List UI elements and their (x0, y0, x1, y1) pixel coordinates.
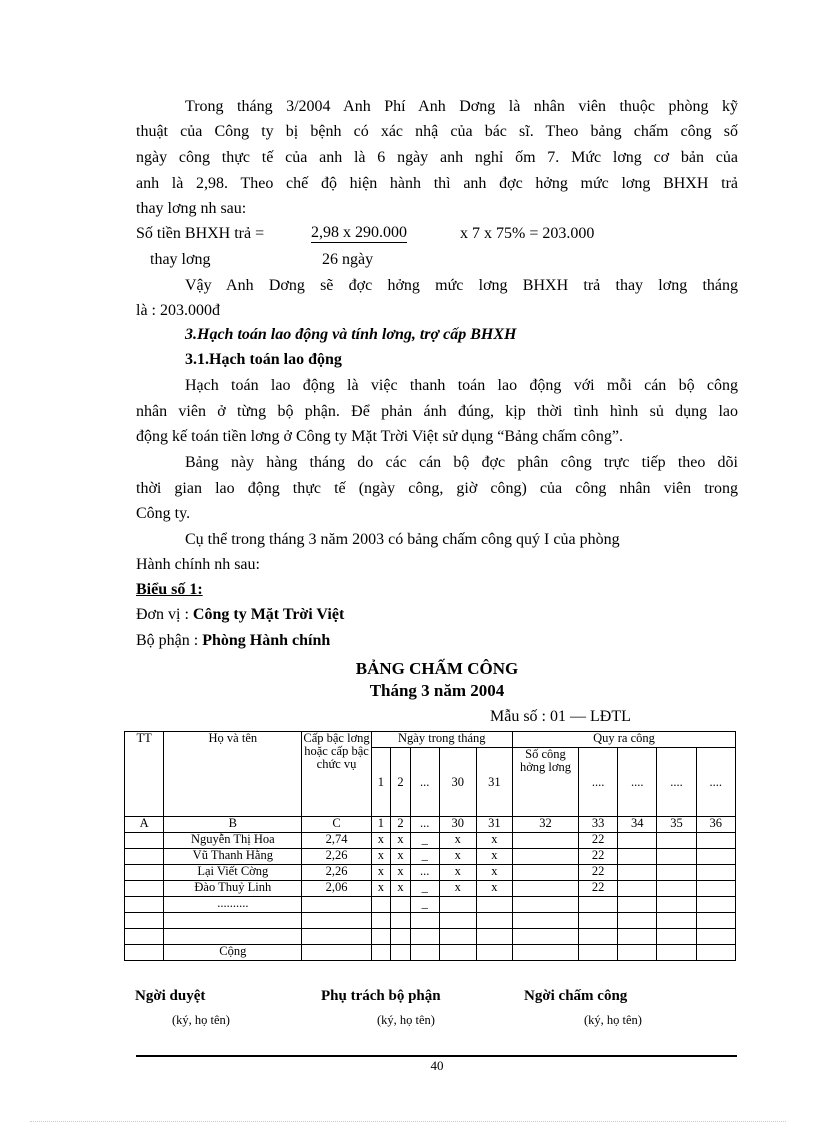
unit-line (136, 605, 344, 625)
signature-dept-head-note: (ký, họ tên) (377, 1013, 435, 1027)
para-line: thời gian lao động thực tế (ngày công, giờ công) của công nhân viên trong (136, 480, 738, 497)
employee-grade: 2,26 (302, 865, 371, 881)
code-cell: A (125, 817, 164, 833)
para-line: thay lơng nh sau: (136, 200, 247, 217)
day-mark: x (371, 833, 391, 849)
day-mark: x (391, 865, 411, 881)
code-cell: C (302, 817, 371, 833)
formula-denominator: 26 ngày (322, 251, 374, 268)
ellipsis-cell: .......... (164, 897, 302, 913)
day-mark: x (439, 849, 476, 865)
code-cell: 34 (618, 817, 657, 833)
header-grade: Cấp bậc lơng hoặc cấp bậc chức vụ (302, 732, 371, 817)
header-day-2: 2 (391, 748, 411, 817)
exhibit-label: Biểu số 1: (136, 581, 203, 598)
employee-grade: 2,74 (302, 833, 371, 849)
day-mark: x (476, 833, 512, 849)
para-line: ngày công thực tế của anh là 6 ngày anh nghỉ ốm 7. Mức lơng cơ bản của (136, 149, 738, 166)
para-line: nhân viên ở từng bộ phận. Để phản ánh đúng, kịp thời tình hình sủ dụng lao (136, 403, 738, 420)
para-line: Hạch toán lao động là việc thanh toán lao động với mỗi cán bộ công (185, 377, 738, 394)
table-row (125, 913, 736, 929)
formula-label: Số tiền BHXH trả = (136, 225, 265, 242)
code-cell: 1 (371, 817, 391, 833)
signature-approver: Ngời duyệt (135, 988, 206, 1004)
code-cell: 35 (657, 817, 696, 833)
para-line: là : 203.000đ (136, 302, 220, 319)
header-day-dots: ... (410, 748, 439, 817)
signature-approver-note: (ký, họ tên) (172, 1013, 230, 1027)
para-line: Cụ thể trong tháng 3 năm 2003 có bảng chấm công quý I của phòng (185, 531, 620, 548)
employee-grade: 2,26 (302, 849, 371, 865)
day-mark: x (391, 881, 411, 897)
table-row (125, 849, 736, 865)
header-day-31: 31 (476, 748, 512, 817)
signature-timekeeper: Ngời chấm công (524, 988, 628, 1004)
unit-label: Đơn vị : (136, 606, 193, 623)
day-mark: x (476, 849, 512, 865)
formula-numerator: 2,98 x 290.000 (311, 224, 407, 241)
code-row (125, 817, 736, 833)
para-line: Bảng này hàng tháng do các cán bộ đợc phân công trực tiếp theo dõi (185, 454, 738, 471)
code-cell: 30 (439, 817, 476, 833)
footer-rule (136, 1055, 737, 1057)
header-day-1: 1 (371, 748, 391, 817)
table-title: BẢNG CHẤM CÔNG (355, 659, 519, 678)
formula-result: x 7 x 75% = 203.000 (460, 225, 595, 242)
day-mark: x (371, 865, 391, 881)
table-row (125, 833, 736, 849)
total-label: Cộng (164, 945, 302, 961)
department-value: Phòng Hành chính (202, 632, 331, 649)
attendance-table (124, 731, 736, 961)
code-cell: 2 (391, 817, 411, 833)
header-name: Họ và tên (164, 732, 302, 817)
header-convert: Quy ra công (512, 732, 735, 748)
workday-count: 22 (579, 881, 618, 897)
day-mark: _ (410, 849, 439, 865)
code-cell: B (164, 817, 302, 833)
code-cell: 33 (579, 817, 618, 833)
department-line (136, 631, 330, 651)
formula-sub-label: thay lơng (150, 251, 211, 268)
page-edge (30, 1121, 786, 1122)
code-cell: 36 (696, 817, 735, 833)
header-col-dots: .... (657, 748, 696, 817)
day-mark: x (371, 881, 391, 897)
day-mark: _ (410, 897, 439, 913)
header-day-30: 30 (439, 748, 476, 817)
workday-count: 22 (579, 865, 618, 881)
department-label: Bộ phận : (136, 632, 203, 649)
employee-name: Vũ Thanh Hằng (164, 849, 302, 865)
day-mark: _ (410, 881, 439, 897)
header-tt: TT (125, 732, 164, 817)
para-line: Trong tháng 3/2004 Anh Phí Anh Dơng là nhân viên thuộc phòng kỹ (185, 98, 738, 115)
day-mark: _ (410, 833, 439, 849)
employee-name: Đào Thuỷ Linh (164, 881, 302, 897)
day-mark: x (476, 865, 512, 881)
form-number: Mẫu số : 01 — LĐTL (490, 708, 631, 725)
para-line: động kế toán tiền lơng ở Công ty Mặt Trời Việt sử dụng “Bảng chấm công”. (136, 428, 623, 445)
table-row (125, 897, 736, 913)
day-mark: x (439, 881, 476, 897)
table-subtitle: Tháng 3 năm 2004 (369, 681, 505, 700)
code-cell: 31 (476, 817, 512, 833)
day-mark: x (439, 833, 476, 849)
signature-dept-head: Phụ trách bộ phận (321, 988, 441, 1004)
header-paid-days: Số công hởng lơng (512, 748, 578, 817)
workday-count: 22 (579, 833, 618, 849)
table-row (125, 865, 736, 881)
header-days: Ngày trong tháng (371, 732, 512, 748)
code-cell: ... (410, 817, 439, 833)
code-cell: 32 (512, 817, 578, 833)
header-col-dots: .... (618, 748, 657, 817)
table-row (125, 929, 736, 945)
day-mark: x (476, 881, 512, 897)
subsection-heading: 3.1.Hạch toán lao động (185, 351, 342, 368)
employee-name: Nguyễn Thị Hoa (164, 833, 302, 849)
employee-grade: 2,06 (302, 881, 371, 897)
day-mark: x (391, 849, 411, 865)
day-mark: x (391, 833, 411, 849)
section-heading: 3.Hạch toán lao động và tính lơng, trợ cấp BHXH (185, 326, 517, 343)
day-mark: x (371, 849, 391, 865)
para-line: Vậy Anh Dơng sẽ đợc hởng mức lơng BHXH trả thay lơng tháng (185, 277, 738, 294)
header-col-dots: .... (696, 748, 735, 817)
page-number: 40 (430, 1058, 444, 1073)
employee-name: Lại Viết Cờng (164, 865, 302, 881)
unit-value: Công ty Mặt Trời Việt (192, 606, 345, 623)
day-mark: x (439, 865, 476, 881)
workday-count: 22 (579, 849, 618, 865)
day-mark: ... (410, 865, 439, 881)
para-line: Công ty. (136, 505, 191, 522)
header-col-dots: .... (579, 748, 618, 817)
total-row (125, 945, 736, 961)
signature-timekeeper-note: (ký, họ tên) (584, 1013, 642, 1027)
para-line: thuật của Công ty bị bệnh có xác nhậ của bác sĩ. Theo bảng chấm công số (136, 123, 738, 140)
table-row (125, 881, 736, 897)
para-line: anh là 2,98. Theo chế độ hiện hành thì anh đợc hởng mức lơng BHXH trả (136, 175, 738, 192)
para-line: Hành chính nh sau: (136, 556, 260, 573)
